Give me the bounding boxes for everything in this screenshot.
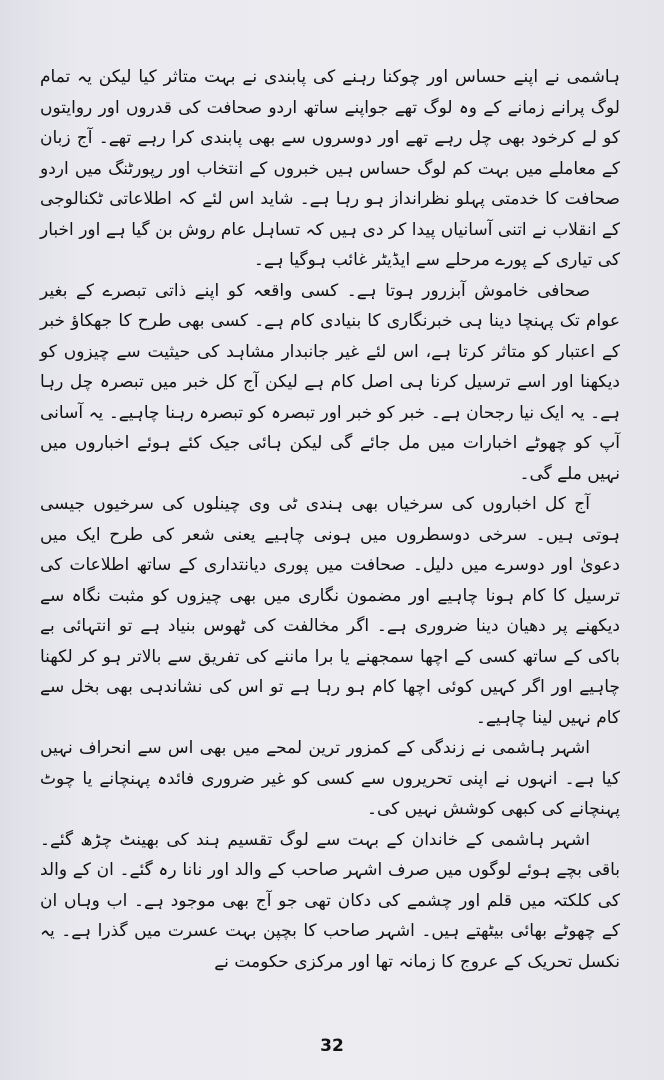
page-number: 32 — [320, 1036, 344, 1056]
paragraph-4: اشہر ہاشمی نے زندگی کے کمزور ترین لمحے میں بھی اس سے انحراف نہیں کیا ہے۔ انہوں نے اپنی تحریروں سے کسی کو غیر ضروری فائدہ پہنچانے یا چوٹ پہنچانے کی کبھی کوشش نہیں کی۔ — [40, 738, 620, 819]
paragraph-5: اشہر ہاشمی کے خاندان کے بہت سے لوگ تقسیم ہند کی بھینٹ چڑھ گئے۔ باقی بچے ہوئے لوگوں میں صرف اشہر صاحب کے والد اور نانا رہ گئے۔ ان کے والد کی کلکتہ میں قلم اور چشمے کی دکان تھی جو آج بھی موجود ہے۔ اب وہاں ان کے چھوٹے بھائی بیٹھتے ہیں۔ اشہر صاحب کا بچپن بہت عسرت میں گذرا ہے۔ یہ نکسل تحریک کے عروج کا زمانہ تھا اور مرکزی حکومت نے — [40, 829, 620, 972]
paragraph-3: آج کل اخباروں کی سرخیاں بھی ہندی ٹی وی چینلوں کی سرخیوں جیسی ہوتی ہیں۔ سرخی دوسطروں میں ہونی چاہیے یعنی شعر کی طرح ایک میں دعویٰ اور دوسرے میں دلیل۔ صحافت میں پوری دیانتداری کے ساتھ اطلاعات کی ترسیل کا کام ہونا چاہیے اور مضمون نگاری میں بھی چیزوں کو مثبت نگاہ سے دیکھنے پر دھیان دینا ضروری ہے۔ اگر مخالفت کی ٹھوس بنیاد ہے تو انتہائی بے باکی کے ساتھ کسی کے اچھا سمجھنے یا برا ماننے کی تفریق سے بالاتر ہو کر لکھنا چاہیے اور اگر کہیں کوئی اچھا کام ہو رہا ہے تو اس کی نشاندہی بھی بخل سے کام نہیں لینا چاہیے۔ — [40, 494, 620, 728]
paragraph-1: ہاشمی نے اپنے حساس اور چوکنا رہنے کی پابندی نے بہت متاثر کیا لیکن یہ تمام لوگ پرانے زمانے کے وہ لوگ تھے جواپنے ساتھ اردو صحافت کی قدروں اور روایتوں کو لے کرخود بھی چل رہے تھے اور دوسروں سے بھی پابندی کرا رہے تھے۔ آج زبان کے معاملے میں بہت کم لوگ حساس ہیں خبروں کے انتخاب اور رپورٹنگ میں اردو صحافت کا خدمتی پہلو نظرانداز ہو رہا ہے۔ شاید اس لئے کہ اطلاعاتی ٹکنالوجی کے انقلاب نے اتنی آسانیاں پیدا کر دی ہیں کہ تساہل عام روش بن گیا ہے اور اخبار کی تیاری کے پورے مرحلے سے ایڈیٹر غائب ہوگیا ہے۔ — [40, 67, 620, 270]
paragraph-2: صحافی خاموش آبزرور ہوتا ہے۔ کسی واقعہ کو اپنے ذاتی تبصرے کے بغیر عوام تک پہنچا دینا ہی خبرنگاری کا بنیادی کام ہے۔ کسی بھی طرح کا جھکاؤ خبر کے اعتبار کو متاثر کرتا ہے، اس لئے غیر جانبدار مشاہد کی حیثیت سے چیزوں کو دیکھنا اور اسے ترسیل کرنا ہی اصل کام ہے لیکن آج کل خبر میں تبصرہ چل رہا ہے۔ یہ ایک نیا رجحان ہے۔ خبر کو خبر اور تبصرہ کو تبصرہ رہنا چاہیے۔ یہ آسانی آپ کو چھوٹے اخبارات میں مل جائے گی لیکن ہائی جیک کئے ہوئے اخباروں میں نہیں ملے گی۔ — [40, 280, 620, 484]
page-body-text — [40, 62, 620, 977]
